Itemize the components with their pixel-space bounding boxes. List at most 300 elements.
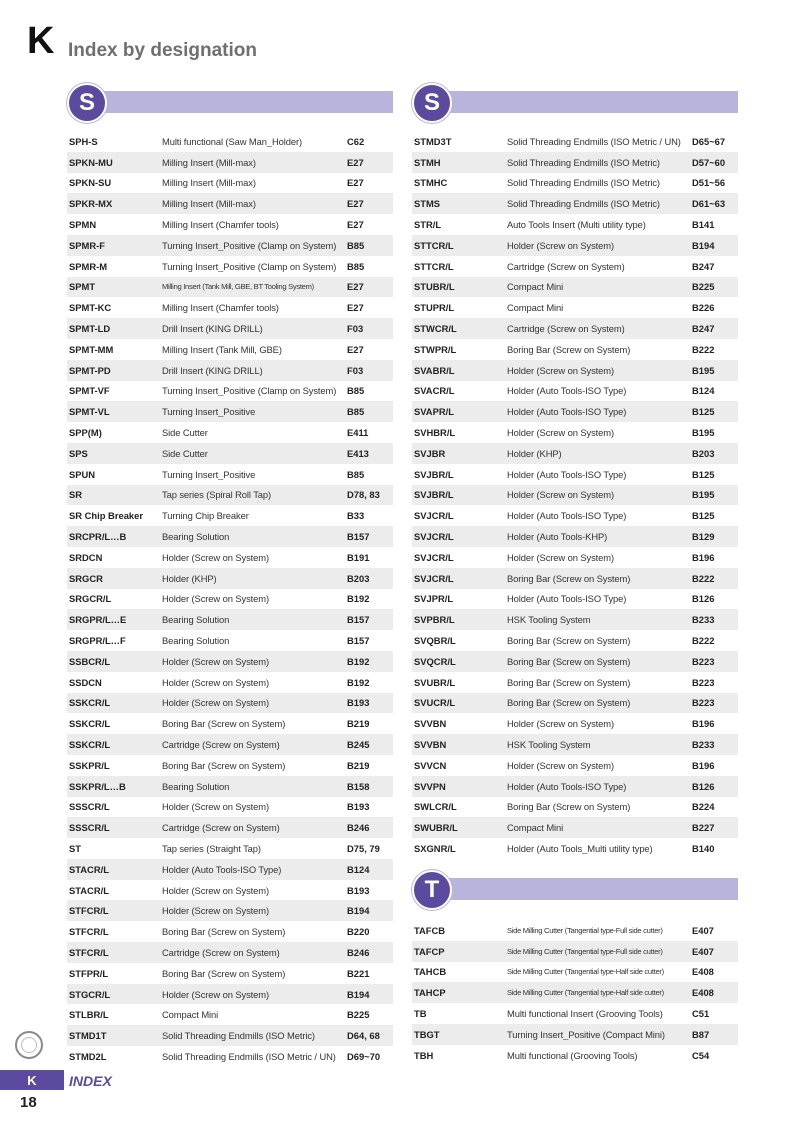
designation-cell: SVJCR/L [414, 551, 454, 563]
table-row [412, 401, 738, 422]
designation-cell: SSKCR/L [69, 718, 111, 730]
page-ref-cell: B233 [692, 614, 715, 626]
designation-cell: SPP(M) [69, 427, 102, 439]
designation-cell: SVJBR [414, 447, 446, 459]
designation-cell: STTCR/L [414, 260, 454, 272]
page-ref-cell: D65~67 [692, 135, 726, 147]
description-cell: Cartridge (Screw on System) [507, 260, 625, 272]
designation-cell: STUBR/L [414, 281, 455, 293]
designation-cell: SPKN-MU [69, 156, 113, 168]
table-row [67, 214, 393, 235]
designation-cell: TAHCP [414, 987, 446, 999]
designation-cell: SPMT-PD [69, 364, 111, 376]
table-row [67, 152, 393, 173]
designation-cell: SVHBR/L [414, 427, 456, 439]
page-ref-cell: B221 [347, 967, 370, 979]
page-ref-cell: B85 [347, 385, 365, 397]
description-cell: Turning Insert_Positive [162, 468, 256, 480]
page-ref-cell: B192 [347, 593, 370, 605]
page-ref-cell: B195 [692, 489, 715, 501]
designation-cell: SPMN [69, 219, 97, 231]
designation-cell: SRGPR/L…E [69, 614, 127, 626]
page-ref-cell: B193 [347, 801, 370, 813]
designation-cell: SVJBR/L [414, 489, 454, 501]
designation-cell: SVVPN [414, 780, 446, 792]
description-cell: Drill Insert (KING DRILL) [162, 364, 263, 376]
designation-cell: STMD3T [414, 135, 452, 147]
table-row [412, 485, 738, 506]
description-cell: Holder (Auto Tools_Multi utility type) [507, 842, 653, 854]
page-ref-cell: B233 [692, 739, 715, 750]
designation-cell: STFPR/L [69, 967, 109, 979]
table-row [67, 984, 393, 1005]
description-cell: Milling Insert (Mill-max) [162, 198, 256, 210]
designation-cell: STGCR/L [69, 988, 111, 1000]
designation-cell: SVPBR/L [414, 614, 455, 626]
description-cell: Holder (Auto Tools-KHP) [507, 531, 608, 543]
description-cell: Turning Insert_Positive (Compact Mini) [507, 1028, 665, 1040]
page-letter: K [27, 20, 55, 62]
description-cell: Boring Bar (Screw on System) [507, 676, 631, 688]
table-row [67, 381, 393, 402]
table-row [412, 920, 738, 941]
designation-cell: STMH [414, 156, 441, 168]
description-cell: Tap series (Spiral Roll Tap) [162, 489, 272, 501]
designation-cell: STTCR/L [414, 239, 454, 251]
page-ref-cell: B125 [692, 510, 715, 522]
description-cell: Holder (Screw on System) [162, 551, 270, 563]
table-row [412, 1003, 738, 1024]
table-row [412, 838, 738, 859]
designation-cell: TBH [414, 1049, 434, 1061]
table-row [412, 630, 738, 651]
table-row [67, 235, 393, 256]
designation-cell: SVJPR/L [414, 593, 454, 605]
designation-cell: SVJCR/L [414, 531, 454, 543]
description-cell: Drill Insert (KING DRILL) [162, 323, 263, 335]
table-row [412, 962, 738, 983]
description-cell: Holder (Screw on System) [507, 364, 615, 376]
designation-cell: SVVBN [414, 718, 447, 730]
table-row [412, 941, 738, 962]
page-ref-cell: B247 [692, 260, 715, 272]
page-ref-cell: B219 [347, 759, 370, 771]
page-ref-cell: B85 [347, 239, 365, 251]
description-cell: Multi functional (Saw Man_Holder) [162, 135, 302, 147]
page-ref-cell: B223 [692, 697, 715, 709]
designation-cell: SRCPR/L…B [69, 531, 127, 543]
page-ref-cell: E408 [692, 966, 714, 978]
page-ref-cell: B196 [692, 759, 715, 771]
page-ref-cell: D51~56 [692, 177, 726, 189]
description-cell: Multi functional Insert (Grooving Tools) [507, 1008, 663, 1020]
table-row [412, 173, 738, 194]
table-row [67, 193, 393, 214]
designation-cell: SSKCR/L [69, 697, 111, 709]
page-ref-cell: D78, 83 [347, 489, 380, 501]
table-row [67, 755, 393, 776]
designation-cell: STWCR/L [414, 323, 457, 335]
designation-cell: SSBCR/L [69, 655, 111, 667]
designation-cell: STMS [414, 198, 441, 210]
page-ref-cell: B85 [347, 406, 365, 418]
designation-cell: SPMT-VF [69, 385, 110, 397]
table-row [67, 485, 393, 506]
table-row [412, 547, 738, 568]
table-row [412, 651, 738, 672]
description-cell: Boring Bar (Screw on System) [162, 718, 286, 730]
page-ref-cell: E411 [347, 427, 369, 439]
designation-cell: STACR/L [69, 884, 109, 896]
page-ref-cell: B220 [347, 926, 370, 938]
description-cell: Compact Mini [507, 281, 564, 293]
description-cell: Holder (Auto Tools-ISO Type) [507, 468, 627, 480]
page-ref-cell: B157 [347, 614, 370, 626]
page-ref-cell: D57~60 [692, 156, 726, 168]
table-row [67, 505, 393, 526]
table-row [67, 401, 393, 422]
description-cell: Holder (KHP) [162, 572, 217, 584]
designation-cell: SVUCR/L [414, 697, 456, 709]
table-row [67, 817, 393, 838]
description-cell: Bearing Solution [162, 614, 230, 626]
description-cell: Boring Bar (Screw on System) [162, 759, 286, 771]
designation-cell: SRDCN [69, 551, 103, 563]
description-cell: Holder (Screw on System) [162, 801, 270, 813]
designation-cell: SPMT [69, 281, 96, 293]
page-ref-cell: B129 [692, 531, 715, 543]
page-ref-cell: C62 [347, 135, 365, 147]
table-row [412, 982, 738, 1003]
description-cell: Boring Bar (Screw on System) [162, 926, 286, 938]
page-ref-cell: B225 [347, 1009, 370, 1021]
table-row [412, 713, 738, 734]
table-row [67, 339, 393, 360]
description-cell: Solid Threading Endmills (ISO Metric) [507, 177, 660, 189]
table-row [67, 1004, 393, 1025]
table-row [412, 693, 738, 714]
page-ref-cell: B246 [347, 822, 370, 834]
page-ref-cell: B222 [692, 343, 715, 355]
designation-cell: SVQBR/L [414, 635, 456, 647]
designation-cell: SSDCN [69, 676, 102, 688]
page-ref-cell: B223 [692, 655, 715, 667]
page-ref-cell: E27 [347, 177, 364, 189]
table-row [67, 318, 393, 339]
page-ref-cell: E408 [692, 987, 714, 999]
designation-cell: STWPR/L [414, 343, 457, 355]
page-ref-cell: B194 [692, 239, 715, 251]
designation-cell: ST [69, 842, 81, 854]
page-ref-cell: D75, 79 [347, 842, 380, 854]
description-cell: Side Cutter [162, 447, 208, 459]
table-row [67, 900, 393, 921]
table-row [412, 1024, 738, 1045]
page-ref-cell: B191 [347, 551, 370, 563]
description-cell: Holder (Screw on System) [507, 551, 615, 563]
designation-cell: SVVCN [414, 759, 447, 771]
table-row [412, 776, 738, 797]
table-row [412, 672, 738, 693]
designation-cell: TB [414, 1008, 427, 1020]
table-row [67, 921, 393, 942]
designation-cell: SSKCR/L [69, 739, 111, 750]
description-cell: Holder (Auto Tools-ISO Type) [507, 593, 627, 605]
description-cell: Milling Insert (Chamfer tools) [162, 302, 279, 314]
designation-cell: SPMR-M [69, 260, 108, 272]
description-cell: Compact Mini [162, 1009, 219, 1021]
page-ref-cell: B33 [347, 510, 365, 522]
designation-cell: SVVBN [414, 739, 447, 750]
page-ref-cell: B141 [692, 219, 715, 231]
designation-cell: SRGPR/L…F [69, 635, 126, 647]
table-row [67, 131, 393, 152]
table-row [67, 360, 393, 381]
designation-cell: SXGNR/L [414, 842, 456, 854]
page-ref-cell: B87 [692, 1028, 710, 1040]
description-cell: Turning Chip Breaker [162, 510, 249, 522]
table-row [412, 297, 738, 318]
designation-cell: SVJCR/L [414, 572, 454, 584]
designation-cell: SPMR-F [69, 239, 105, 251]
table-row [412, 277, 738, 298]
table-row [67, 630, 393, 651]
index-table-left [67, 131, 393, 1067]
designation-cell: SPS [69, 447, 88, 459]
designation-cell: SR [69, 489, 83, 501]
description-cell: Solid Threading Endmills (ISO Metric) [162, 1030, 315, 1042]
table-row [67, 568, 393, 589]
page-ref-cell: B219 [347, 718, 370, 730]
designation-cell: STMHC [414, 177, 448, 189]
description-cell: Side Milling Cutter (Tangential type-Half side cutter) [507, 967, 664, 977]
description-cell: Auto Tools Insert (Multi utility type) [507, 219, 646, 231]
designation-cell: STFCR/L [69, 905, 109, 917]
description-cell: Side Cutter [162, 427, 208, 439]
page-ref-cell: B157 [347, 531, 370, 543]
description-cell: Milling Insert (Tank Mill, GBE) [162, 343, 282, 355]
designation-cell: TAHCB [414, 966, 447, 978]
table-row [412, 235, 738, 256]
table-row [67, 443, 393, 464]
designation-cell: SWUBR/L [414, 822, 458, 834]
page-ref-cell: B195 [692, 364, 715, 376]
designation-cell: STMD1T [69, 1030, 107, 1042]
description-cell: Solid Threading Endmills (ISO Metric / UN) [162, 1050, 336, 1062]
designation-cell: STFCR/L [69, 946, 109, 958]
page-ref-cell: F03 [347, 364, 364, 376]
index-tab: K [0, 1070, 64, 1090]
page-ref-cell: E27 [347, 281, 364, 293]
description-cell: Holder (KHP) [507, 447, 562, 459]
table-row [412, 734, 738, 755]
page-ref-cell: B193 [347, 697, 370, 709]
page-ref-cell: E407 [692, 945, 714, 957]
page-ref-cell: B246 [347, 946, 370, 958]
ring-icon [15, 1031, 43, 1059]
table-row [412, 1045, 738, 1066]
designation-cell: SVABR/L [414, 364, 455, 376]
description-cell: HSK Tooling System [507, 739, 591, 750]
section-badge-left-s: S [67, 83, 107, 123]
page-ref-cell: D64, 68 [347, 1030, 380, 1042]
description-cell: Holder (Screw on System) [162, 676, 270, 688]
designation-cell: STLBR/L [69, 1009, 109, 1021]
description-cell: Boring Bar (Screw on System) [507, 697, 631, 709]
page-ref-cell: B194 [347, 988, 370, 1000]
table-row [412, 817, 738, 838]
page-title: Index by designation [68, 40, 257, 61]
page-ref-cell: B158 [347, 780, 370, 792]
table-row [67, 256, 393, 277]
page-ref-cell: C54 [692, 1049, 710, 1061]
page-ref-cell: B124 [347, 863, 370, 875]
section-badge-right-s: S [412, 83, 452, 123]
designation-cell: STACR/L [69, 863, 109, 875]
designation-cell: SVQCR/L [414, 655, 456, 667]
table-row [67, 797, 393, 818]
table-row [412, 152, 738, 173]
description-cell: Holder (Screw on System) [162, 655, 270, 667]
description-cell: Holder (Screw on System) [507, 718, 615, 730]
table-row [412, 339, 738, 360]
page-ref-cell: B157 [347, 635, 370, 647]
description-cell: Holder (Screw on System) [507, 239, 615, 251]
page-number: 18 [20, 1094, 37, 1111]
description-cell: Side Milling Cutter (Tangential type-Half side cutter) [507, 988, 664, 998]
table-row [67, 838, 393, 859]
description-cell: Solid Threading Endmills (ISO Metric) [507, 156, 660, 168]
description-cell: Boring Bar (Screw on System) [507, 635, 631, 647]
description-cell: Multi functional (Grooving Tools) [507, 1049, 638, 1061]
table-row [412, 422, 738, 443]
table-row [412, 609, 738, 630]
page-ref-cell: E27 [347, 302, 364, 314]
page-ref-cell: B247 [692, 323, 715, 335]
description-cell: Cartridge (Screw on System) [162, 822, 280, 834]
page-ref-cell: E27 [347, 198, 364, 210]
table-row [67, 609, 393, 630]
designation-cell: SWLCR/L [414, 801, 457, 813]
table-row [67, 1025, 393, 1046]
designation-cell: TAFCB [414, 924, 446, 936]
table-row [67, 277, 393, 298]
table-row [412, 381, 738, 402]
description-cell: Cartridge (Screw on System) [507, 323, 625, 335]
index-table-right-t [412, 920, 738, 1066]
designation-cell: STMD2L [69, 1050, 107, 1062]
description-cell: Boring Bar (Screw on System) [507, 572, 631, 584]
page-ref-cell: B125 [692, 406, 715, 418]
page-ref-cell: B227 [692, 822, 715, 834]
table-row [67, 547, 393, 568]
description-cell: Side Milling Cutter (Tangential type-Full side cutter) [507, 925, 663, 935]
table-row [412, 256, 738, 277]
designation-cell: SSSCR/L [69, 822, 110, 834]
designation-cell: SVAPR/L [414, 406, 454, 418]
description-cell: Milling Insert (Mill-max) [162, 177, 256, 189]
description-cell: Turning Insert_Positive (Clamp on System) [162, 239, 337, 251]
description-cell: Tap series (Straight Tap) [162, 842, 261, 854]
page-ref-cell: B225 [692, 281, 715, 293]
page-ref-cell: B126 [692, 780, 715, 792]
designation-cell: STUPR/L [414, 302, 455, 314]
page-ref-cell: B224 [692, 801, 715, 813]
description-cell: Holder (Screw on System) [507, 427, 615, 439]
table-row [67, 942, 393, 963]
page-ref-cell: F03 [347, 323, 364, 335]
table-row [412, 318, 738, 339]
description-cell: Holder (Auto Tools-ISO Type) [507, 780, 627, 792]
page-ref-cell: E27 [347, 156, 364, 168]
table-row [412, 526, 738, 547]
description-cell: Turning Insert_Positive (Clamp on System) [162, 385, 337, 397]
description-cell: Bearing Solution [162, 635, 230, 647]
designation-cell: SPMT-MM [69, 343, 114, 355]
table-row [412, 797, 738, 818]
designation-cell: TBGT [414, 1028, 440, 1040]
table-row [67, 173, 393, 194]
description-cell: Cartridge (Screw on System) [162, 946, 280, 958]
description-cell: Holder (Screw on System) [162, 697, 270, 709]
table-row [412, 589, 738, 610]
description-cell: Cartridge (Screw on System) [162, 739, 280, 750]
page-ref-cell: E27 [347, 219, 364, 231]
description-cell: Holder (Auto Tools-ISO Type) [507, 385, 627, 397]
description-cell: Holder (Screw on System) [162, 905, 270, 917]
page-ref-cell: B194 [347, 905, 370, 917]
index-table-right-s [412, 131, 738, 859]
designation-cell: SPKR-MX [69, 198, 113, 210]
table-row [412, 505, 738, 526]
table-row [67, 297, 393, 318]
section-bar-right-s [430, 91, 738, 113]
page-ref-cell: B195 [692, 427, 715, 439]
description-cell: Holder (Auto Tools-ISO Type) [507, 406, 627, 418]
description-cell: Side Milling Cutter (Tangential type-Full side cutter) [507, 946, 663, 956]
designation-cell: SVJBR/L [414, 468, 454, 480]
index-label: INDEX [69, 1073, 112, 1089]
page-ref-cell: B245 [347, 739, 370, 750]
description-cell: Holder (Screw on System) [162, 593, 270, 605]
table-row [67, 526, 393, 547]
designation-cell: STR/L [414, 219, 442, 231]
page-ref-cell: B193 [347, 884, 370, 896]
description-cell: Bearing Solution [162, 780, 230, 792]
table-row [412, 464, 738, 485]
description-cell: Bearing Solution [162, 531, 230, 543]
table-row [67, 776, 393, 797]
page-ref-cell: E407 [692, 924, 714, 936]
designation-cell: SSSCR/L [69, 801, 110, 813]
table-row [67, 734, 393, 755]
description-cell: Solid Threading Endmills (ISO Metric) [507, 198, 660, 210]
designation-cell: SRGCR [69, 572, 103, 584]
table-row [412, 214, 738, 235]
table-row [67, 859, 393, 880]
designation-cell: SRGCR/L [69, 593, 112, 605]
designation-cell: SPUN [69, 468, 96, 480]
designation-cell: SR Chip Breaker [69, 510, 143, 522]
table-row [412, 568, 738, 589]
description-cell: Boring Bar (Screw on System) [162, 967, 286, 979]
description-cell: Milling Insert (Mill-max) [162, 156, 256, 168]
page-ref-cell: C51 [692, 1008, 710, 1020]
page-ref-cell: D61~63 [692, 198, 726, 210]
section-bar-right-t [430, 878, 738, 900]
designation-cell: SPH-S [69, 135, 98, 147]
page-ref-cell: B140 [692, 842, 715, 854]
